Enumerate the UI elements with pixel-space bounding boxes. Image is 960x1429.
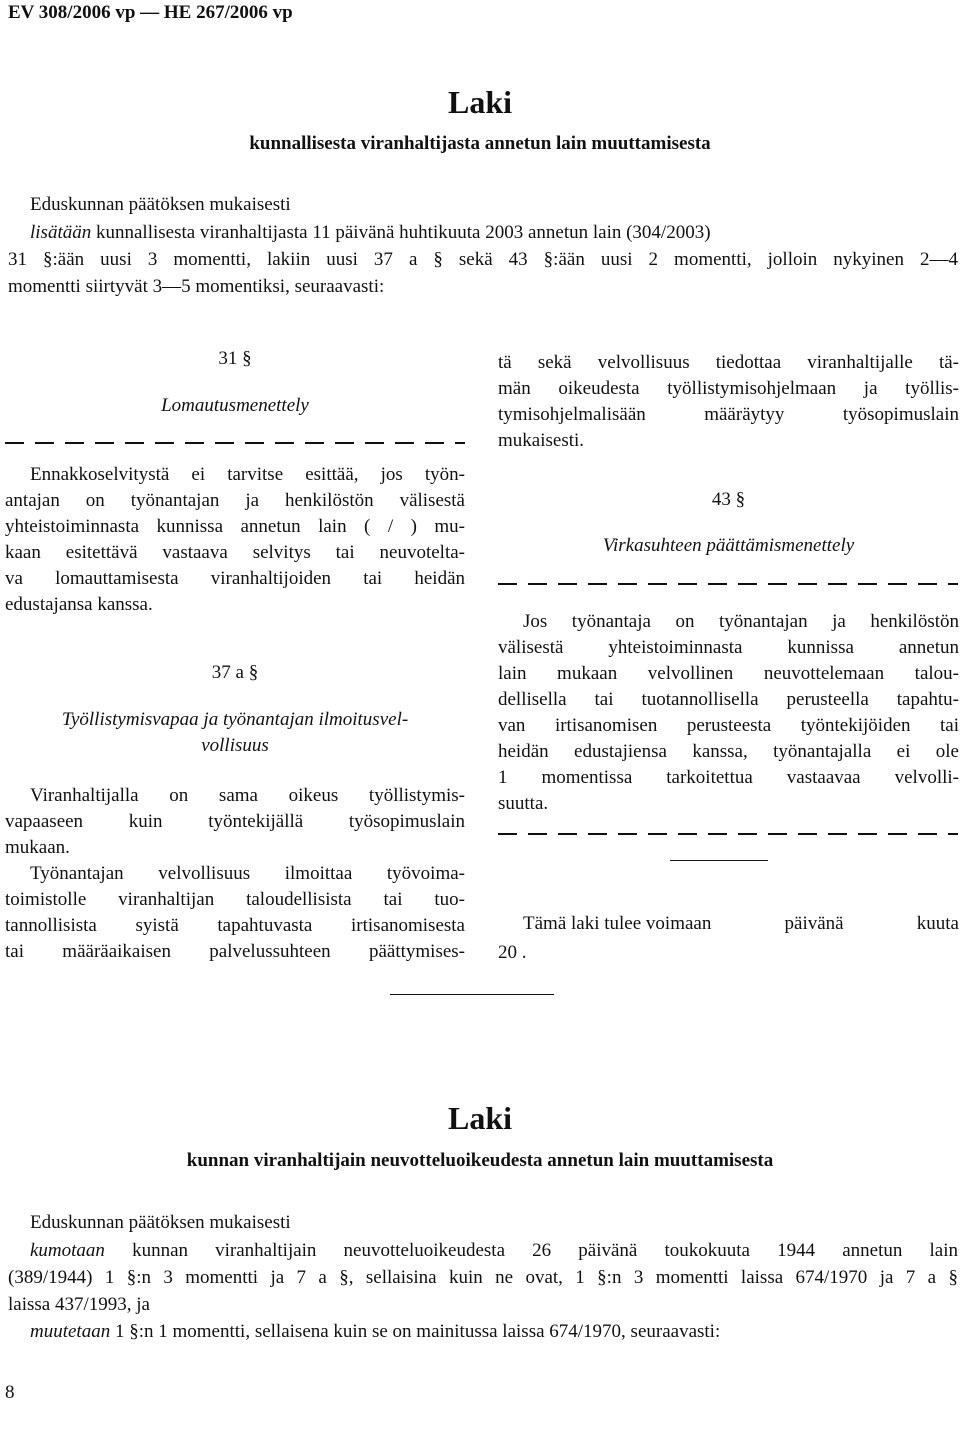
s31-heading [5, 393, 465, 419]
s43-heading-text: Virkasuhteen päättämismenettely [602, 535, 855, 556]
s37a-heading-text: vollisuus [201, 735, 269, 756]
s43-line: Jos työnantaja on työnantajan ja henkilöstön [523, 611, 959, 632]
law1-subtitle: kunnallisesta viranhaltijasta annetun lain muuttamisesta [249, 133, 711, 154]
s43-line: van irtisanomisen perusteesta työntekijöiden tai [498, 715, 959, 736]
dash-separator [498, 583, 958, 585]
s43-line: välisestä yhteistoiminnasta kunnissa annetun [498, 637, 959, 658]
law1-lead-verb: lisätään [30, 222, 92, 243]
s37a-line: tannollisista syistä tapahtuvasta irtisanomisesta [5, 915, 465, 936]
s37a-number: 37 a § [211, 662, 259, 683]
s37a-line: Työnantajan velvollisuus ilmoittaa työvoima- [30, 863, 465, 884]
s37a-line: vapaaseen kuin työntekijällä työsopimuslain [5, 811, 465, 832]
law2-repeal-rest: kunnan viranhaltijain neuvotteluoikeudesta 26 päivänä toukokuuta 1944 annetun lain [104, 1240, 958, 1261]
s37a-line: toimistolle viranhaltijan taloudellisista tai tuo- [5, 889, 465, 910]
page-number: 8 [5, 1382, 15, 1403]
s43-line: 1 momentissa tarkoitettua vastaavaa velvolli- [498, 767, 959, 788]
dash-separator [5, 442, 465, 444]
law2-amend-rest: 1 §:n 1 momentti, sellaisena kuin se on mainitussa laissa 674/1970, seuraavasti: [110, 1321, 721, 1342]
entry-part1: Tämä laki tulee voimaan [523, 913, 712, 934]
s37a-heading-line2 [5, 733, 465, 759]
law2-repeal-line2: (389/1944) 1 §:n 3 momentti ja 7 a §, sellaisina kuin ne ovat, 1 §:n 3 momentti laissa 674/1970 ja 7 a § [8, 1267, 958, 1288]
entry-into-force [523, 911, 959, 937]
s37a-cont-line: tymisohjelmalisään määräytyy työsopimuslain [498, 404, 959, 425]
law2-intro: Eduskunnan päätöksen mukaisesti [30, 1212, 291, 1233]
s43-line: lain mukaan velvollinen neuvottelemaan talou- [498, 663, 959, 684]
s37a-cont-line: mukaisesti. [498, 430, 585, 451]
law2-repeal-line3: laissa 437/1993, ja [8, 1294, 150, 1315]
s43-heading [498, 533, 959, 559]
law2-subtitle: kunnan viranhaltijain neuvotteluoikeudesta annetun lain muuttamisesta [186, 1150, 774, 1171]
s31-line: antajan on työnantajan ja henkilöstön välisestä [5, 490, 465, 511]
law2-repeal-line1 [30, 1237, 958, 1264]
s31-number: 31 § [218, 348, 252, 369]
law1-lead-line2: 31 §:ään uusi 3 momentti, lakiin uusi 37 a § sekä 43 §:ään uusi 2 momentti, jolloin nykyinen 2—4 [8, 249, 958, 270]
s37a-cont-line: män oikeudesta työllistymisohjelmaan ja työllis- [498, 378, 959, 399]
s31-line: Ennakkoselvitystä ei tarvitse esittää, jos työn- [30, 464, 465, 485]
s31-line: yhteistoiminnasta kunnissa annetun lain ( / ) mu- [5, 516, 465, 537]
running-header: EV 308/2006 vp — HE 267/2006 vp [8, 2, 293, 23]
s37a-line: Viranhaltijalla on sama oikeus työllistymis- [30, 785, 465, 806]
s31-line: va lomauttamisesta viranhaltijoiden tai heidän [5, 568, 465, 589]
s31-line: kaan esitettävä vastaava selvitys tai neuvotelta- [5, 542, 465, 563]
s37a-heading-line1 [5, 707, 465, 733]
law-end-rule [390, 994, 554, 995]
law1-intro: Eduskunnan päätöksen mukaisesti [30, 194, 291, 215]
s37a-line: mukaan. [5, 837, 70, 858]
entry-year: 20 . [498, 942, 527, 963]
law1-lead-rest: kunnallisesta viranhaltijasta 11 päivänä huhtikuuta 2003 annetun lain (304/2003) [91, 222, 711, 243]
s37a-cont-line: tä sekä velvollisuus tiedottaa viranhaltijalle tä- [498, 352, 959, 373]
law2-amend-verb: muutetaan [30, 1321, 111, 1342]
s31-heading-text: Lomautusmenettely [161, 395, 309, 416]
law2-title: Laki [447, 1100, 513, 1136]
s43-number: 43 § [711, 489, 746, 510]
dash-separator [498, 833, 958, 835]
entry-part3: kuuta [916, 913, 959, 934]
s43-line: heidän edustajiensa kanssa, työnantajalla ei ole [498, 741, 959, 762]
law2-repeal-verb: kumotaan [30, 1240, 105, 1261]
law1-lead-line3: momentti siirtyvät 3—5 momentiksi, seuraavasti: [8, 276, 385, 297]
law2-amend-line [30, 1318, 720, 1345]
law1-title: Laki [447, 84, 513, 120]
section-rule [670, 860, 768, 861]
law1-lead-line1 [30, 219, 711, 246]
s31-line: edustajansa kanssa. [5, 594, 153, 615]
s43-line: dellisella tai tuotannollisella perusteella tapahtu- [498, 689, 959, 710]
s43-line: suutta. [498, 793, 549, 814]
s37a-heading-text: Työllistymisvapaa ja työnantajan ilmoitusvel- [61, 709, 409, 730]
s37a-line: tai määräaikaisen palvelussuhteen päättymises- [5, 941, 465, 962]
entry-part2: päivänä [784, 913, 844, 934]
